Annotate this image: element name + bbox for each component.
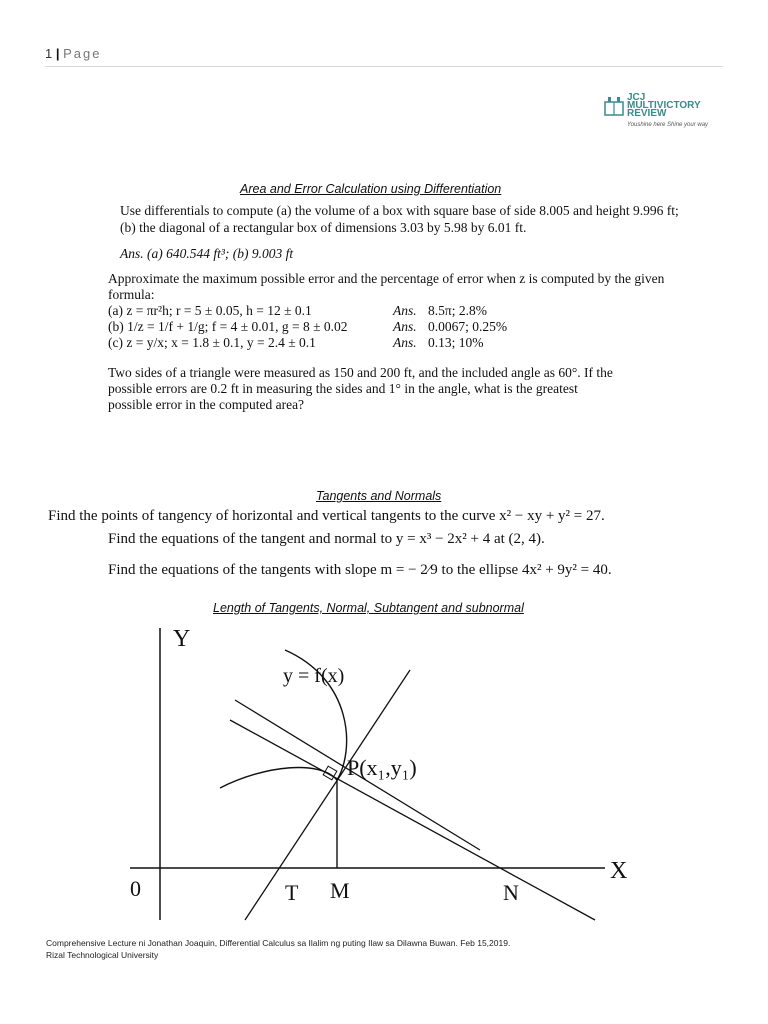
answer-label-a: Ans. [393,303,417,318]
tangent-problem1: Find the points of tangency of horizontal and vertical tangents to the curve x² − xy + y² = 27. [48,508,605,524]
normal-line [245,670,410,920]
section-title-tangents-normals: Tangents and Normals [316,489,442,503]
answer-label-c: Ans. [393,335,417,350]
y-axis-label: Y [173,626,191,652]
page-header [45,46,102,61]
section-title-area-error: Area and Error Calculation using Differentiation [240,182,502,196]
point-T-label: T [285,880,299,905]
problem2-line1: Approximate the maximum possible error and the percentage of error when z is computed by the given [108,271,665,286]
book-icon [603,96,625,118]
header-divider [45,66,723,67]
page-word: Page [63,46,102,61]
page-number: 1 [45,46,53,61]
tangent-normal-diagram [125,620,645,930]
answer-b: 0.0067; 0.25% [428,319,508,334]
tangent-problem2: Find the equations of the tangent and normal to y = x³ − 2x² + 4 at (2, 4). [108,531,545,547]
answer-a: 8.5π; 2.8% [428,303,487,318]
logo-text: JCJ MULTIVICTORY REVIEW [627,92,701,119]
answer-label-b: Ans. [393,319,417,334]
tangent-problem3: Find the equations of the tangents with slope m = − 2⁄9 to the ellipse 4x² + 9y² = 40. [108,562,612,578]
origin-label: 0 [130,876,141,901]
point-M-label: M [330,878,350,903]
problem3-line3: possible error in the computed area? [108,397,305,412]
point-N-label: N [503,880,519,905]
footer-line2: Rizal Technological University [46,950,159,960]
x-axis-label: X [610,858,628,884]
answer-c: 0.13; 10% [428,335,484,350]
formula-c: (c) z = y/x; x = 1.8 ± 0.1, y = 2.4 ± 0.1 [108,335,316,350]
section-title-lengths: Length of Tangents, Normal, Subtangent and subnormal [213,601,524,615]
problem3-line1: Two sides of a triangle were measured as 150 and 200 ft, and the included angle as 60°. If the [108,365,613,380]
brand-logo [603,94,721,134]
problem1-line1: Use differentials to compute (a) the volume of a box with square base of side 8.005 and height 9.996 ft; [120,203,679,218]
problem2-line2: formula: [108,287,155,302]
problem1-line2: (b) the diagonal of a rectangular box of dimensions 3.03 by 5.98 by 6.01 ft. [120,220,527,235]
formula-b: (b) 1/z = 1/f + 1/g; f = 4 ± 0.01, g = 8 ± 0.02 [108,319,348,334]
point-label: P(x₁,y₁) [347,755,417,780]
problem3-line2: possible errors are 0.2 ft in measuring the sides and 1° in the angle, what is the greatest [108,381,578,396]
page-separator: | [55,46,60,61]
footer-line1: Comprehensive Lecture ni Jonathan Joaquin, Differential Calculus sa Ilalim ng puting Ilaw sa Dilawna Buwan. Feb 15,2019. [46,938,511,948]
problem1-answer: Ans. (a) 640.544 ft³; (b) 9.003 ft [120,246,294,261]
formula-a: (a) z = πr²h; r = 5 ± 0.05, h = 12 ± 0.1 [108,303,312,318]
logo-tagline: Youshine here Shine your way [627,122,709,128]
curve-label: y = f(x) [283,665,345,687]
